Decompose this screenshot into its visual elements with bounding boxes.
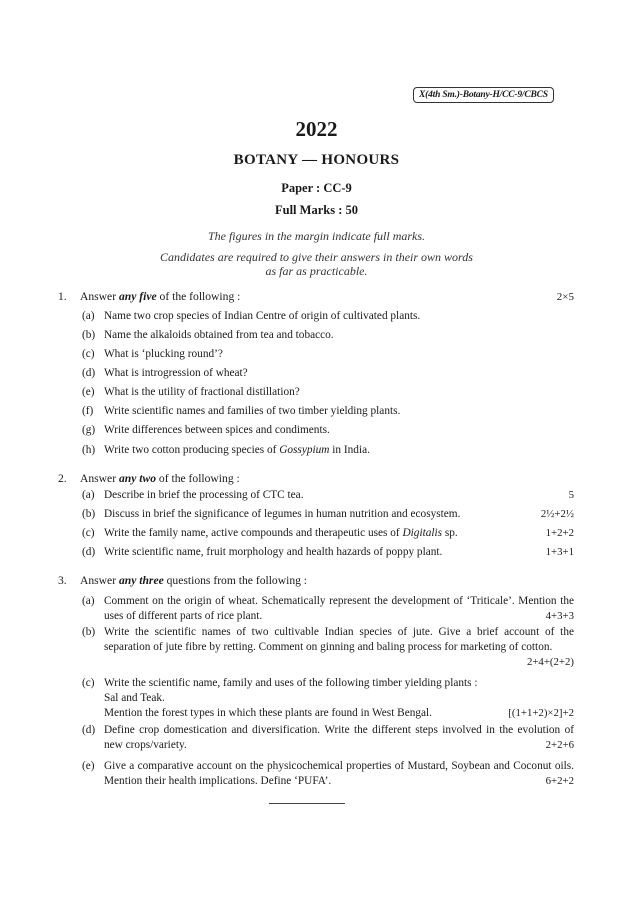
question-1f: (f) Write scientific names and families of two timber yielding plants. — [82, 405, 401, 417]
subject-title: BOTANY — HONOURS — [233, 152, 400, 168]
instruction-line-2: Candidates are required to give their answers in their own words — [160, 250, 473, 264]
marks: 2+4+(2+2) — [526, 656, 574, 668]
marks: 1+2+2 — [545, 527, 574, 539]
paper-code: X(4th Sm.)-Botany-H/CC-9/CBCS — [413, 87, 554, 103]
instruction-line-1: The figures in the margin indicate full marks. — [207, 229, 426, 243]
question-number: 3. — [58, 574, 67, 587]
question-2-heading: 2. Answer any two of the following : — [58, 472, 240, 485]
marks: 5 — [568, 489, 574, 501]
end-rule — [269, 803, 345, 804]
question-1-heading: 1. Answer any five of the following : — [58, 290, 241, 303]
marks: 1+3+1 — [545, 546, 574, 558]
question-3b: (b) Write the scientific names of two cultivable Indian species of jute. Give a brief account of the separation of jute fibre by retting. Comment on ginning and baling process for marketing of cotton. 2+4+(2+2) — [82, 626, 574, 668]
marks: 4+3+3 — [545, 610, 574, 622]
question-3d: (d) Define crop domestication and diversification. Write the different steps involved in the evolution of new crops/variety. 2+2+6 — [82, 724, 574, 751]
question-1b: (b) Name the alkaloids obtained from tea and tobacco. — [82, 329, 334, 341]
marks: 2+2+6 — [545, 739, 574, 751]
question-1a: (a) Name two crop species of Indian Centre of origin of cultivated plants. — [82, 310, 421, 322]
full-marks: Full Marks : 50 — [275, 203, 358, 217]
question-1e: (e) What is the utility of fractional distillation? — [82, 386, 300, 398]
question-3e: (e) Give a comparative account on the physicochemical properties of Mustard, Soybean and Coconut oils. Mention their health implications. Define ‘PUFA’. 6+2+2 — [82, 760, 574, 787]
question-3c: (c) Write the scientific name, family and uses of the following timber yielding plants : Sal and Teak. [(1+1+2)×2]+2 Mention the forest types in which these plants are found in West Bengal. — [82, 677, 574, 719]
question-1d: (d) What is introgression of wheat? — [82, 367, 248, 379]
question-1-marks: 2×5 — [556, 291, 574, 303]
question-1h: (h) Write two cotton producing species of Gossypium in India. — [82, 444, 370, 456]
question-number: 1. — [58, 290, 67, 303]
question-2b: (b) 2½+2½ Discuss in brief the significance of legumes in human nutrition and ecosystem. — [82, 508, 574, 520]
question-1g: (g) Write differences between spices and condiments. — [82, 424, 330, 436]
question-3a: (a) Comment on the origin of wheat. Schematically represent the development of ‘Triticale’. Mention the uses of different parts of rice plant. 4+3+3 — [82, 595, 574, 622]
question-2c: (c) 1+2+2 Write the family name, active compounds and therapeutic uses of Digitalis sp. — [82, 527, 574, 539]
question-2a: (a) 5 Describe in brief the processing of CTC tea. — [82, 489, 574, 501]
instruction-line-3: as far as practicable. — [265, 264, 368, 278]
exam-year: 2022 — [295, 117, 338, 141]
paper-label: Paper : CC-9 — [281, 181, 352, 195]
marks: [(1+1+2)×2]+2 — [508, 707, 574, 719]
question-1c: (c) What is ‘plucking round’? — [82, 348, 223, 360]
question-3-heading: 3. Answer any three questions from the following : — [58, 574, 308, 587]
question-2d: (d) 1+3+1 Write scientific name, fruit morphology and health hazards of poppy plant. — [82, 546, 574, 558]
marks: 2½+2½ — [540, 508, 574, 520]
marks: 6+2+2 — [545, 775, 574, 787]
question-number: 2. — [58, 472, 67, 485]
